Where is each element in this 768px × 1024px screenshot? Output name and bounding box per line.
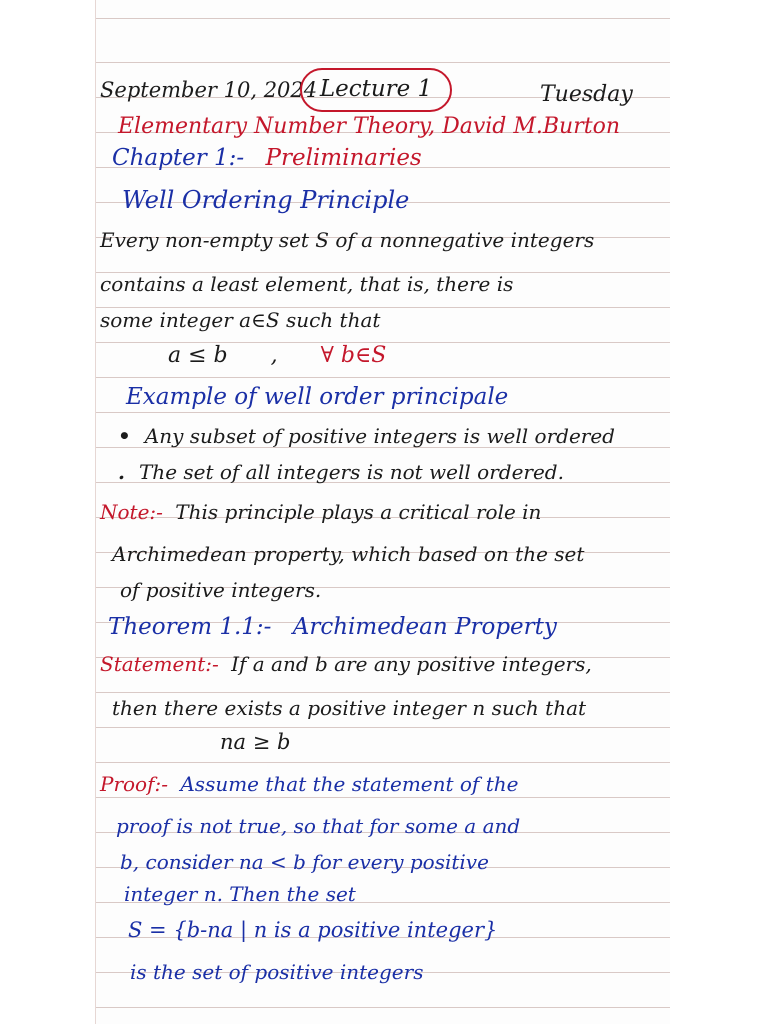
note-line-2: Archimedean property, which based on the set — [112, 542, 585, 566]
theorem-label: Theorem 1.1:- — [108, 614, 272, 640]
statement-line-1 — [100, 652, 670, 676]
chapter-label: Chapter 1:- — [112, 145, 245, 171]
lecture-date: September 10, 2024 — [100, 78, 318, 102]
chapter-heading — [112, 145, 682, 171]
note-line-1 — [100, 500, 670, 524]
proof-text: Assume that the statement of the — [180, 772, 519, 796]
statement-text: If a and b are any positive integers, — [231, 652, 592, 676]
note-text: This principle plays a critical role in — [175, 500, 542, 524]
definition-line-2: contains a least element, that is, there is — [100, 272, 514, 296]
proof-set-definition: S = {b-na | n is a positive integer} — [128, 918, 498, 942]
theorem-heading — [108, 614, 678, 640]
definition-line-3: some integer a∈S such that — [100, 308, 381, 332]
lecture-cloud-title — [300, 68, 452, 112]
example-item-2 — [118, 460, 688, 484]
bullet-icon: . — [118, 460, 125, 484]
note-line-3: of positive integers. — [120, 578, 322, 602]
chapter-title: Preliminaries — [265, 145, 422, 171]
lecture-header — [100, 68, 670, 112]
example-item-1 — [118, 424, 688, 448]
formula-lhs: a ≤ b — [168, 343, 228, 368]
theorem-title: Archimedean Property — [292, 614, 557, 640]
proof-line-1 — [100, 772, 670, 796]
lecture-day: Tuesday — [540, 82, 633, 107]
formula-separator: , — [270, 343, 278, 368]
example-text: Any subset of positive integers is well ordered — [144, 424, 615, 448]
statement-line-2: then there exists a positive integer n such that — [112, 696, 587, 720]
proof-line-4: integer n. Then the set — [124, 882, 356, 906]
note-label: Note:- — [100, 500, 163, 524]
example-title: Example of well order principale — [126, 384, 509, 410]
lecture-number: Lecture 1 — [319, 76, 433, 102]
proof-line-3: b, consider na < b for every positive — [120, 850, 489, 874]
statement-label: Statement:- — [100, 652, 219, 676]
section-title: Well Ordering Principle — [122, 186, 410, 214]
statement-formula: na ≥ b — [220, 730, 291, 754]
formula-rhs: ∀ b∈S — [320, 343, 387, 368]
example-text: The set of all integers is not well ordered. — [138, 460, 564, 484]
well-ordering-formula — [168, 343, 738, 368]
book-reference: Elementary Number Theory, David M.Burton — [118, 114, 620, 139]
proof-label: Proof:- — [100, 772, 168, 796]
proof-line-2: proof is not true, so that for some a and — [116, 814, 521, 838]
bullet-icon: • — [118, 424, 131, 448]
margin-line — [95, 0, 96, 1024]
definition-line-1: Every non-empty set S of a nonnegative integers — [100, 228, 595, 252]
proof-line-6: is the set of positive integers — [130, 960, 424, 984]
